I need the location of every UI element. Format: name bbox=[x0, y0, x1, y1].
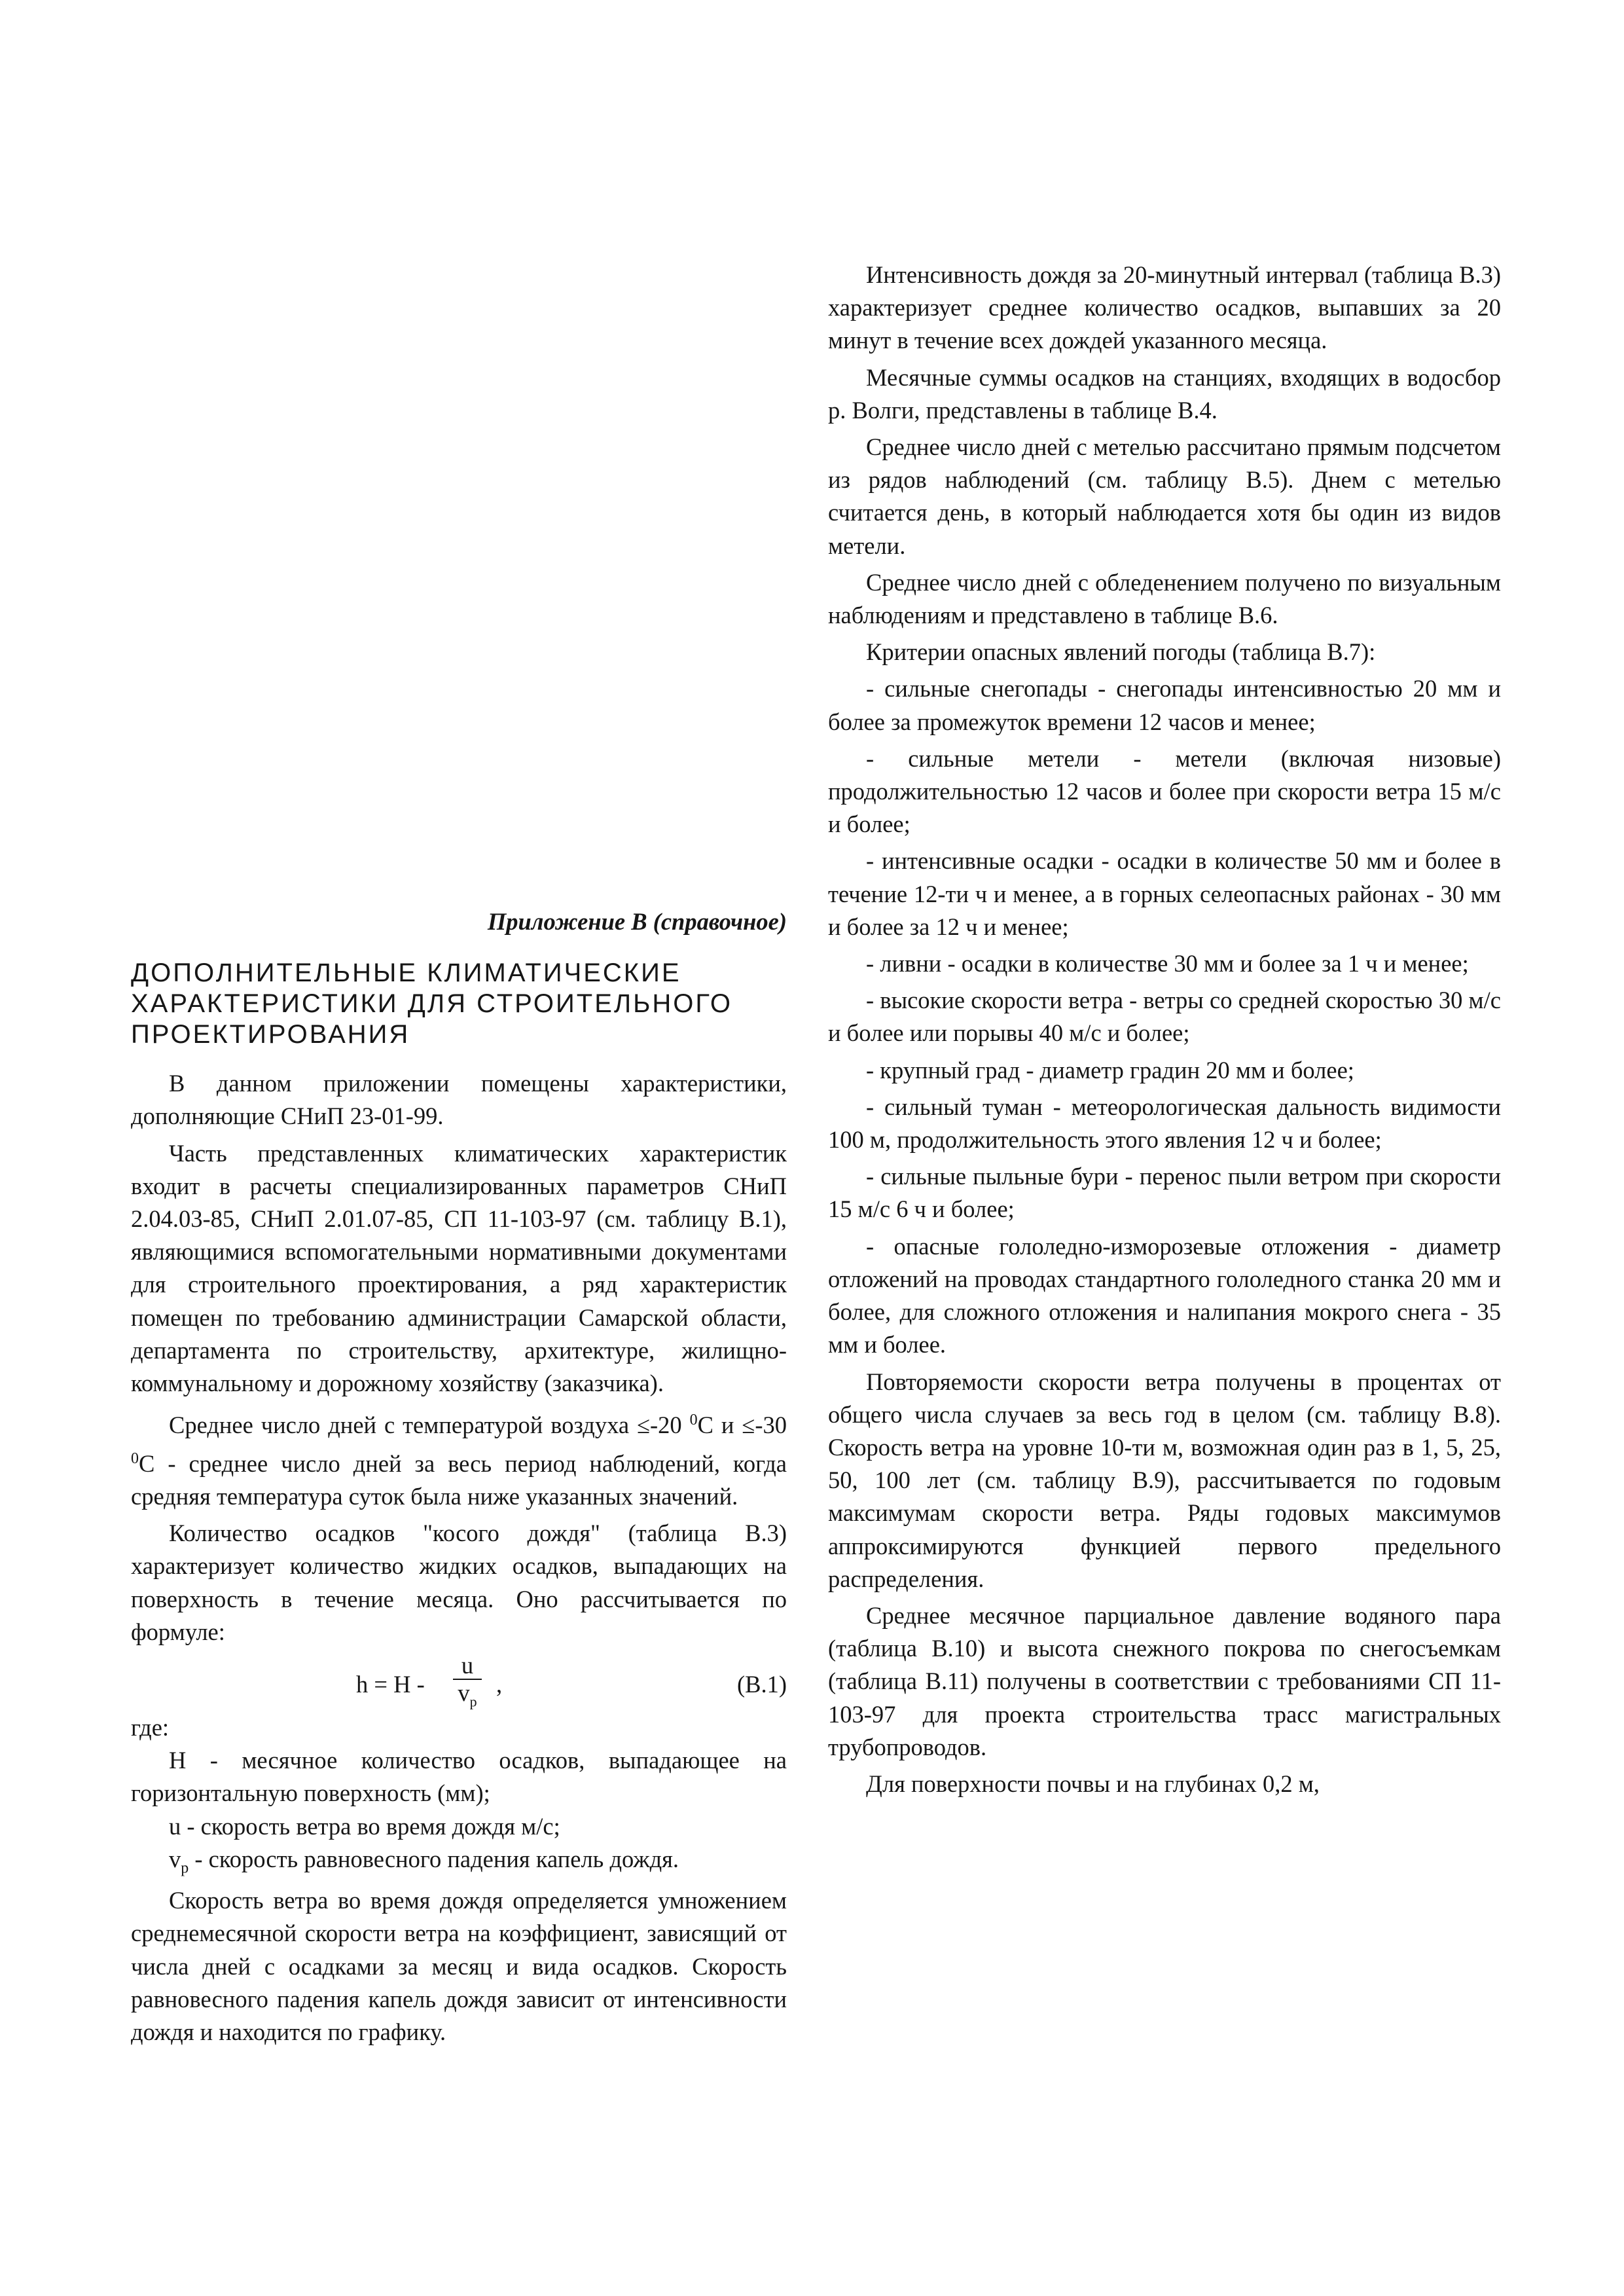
definition-v bbox=[131, 1843, 787, 1885]
paragraph: Месячные суммы осадков на станциях, входящих в водосбор р. Волги, представлены в таблице В.4. bbox=[828, 363, 1501, 424]
formula-comma: , bbox=[496, 1670, 503, 1698]
formula-denominator bbox=[453, 1680, 482, 1715]
list-item: - сильный туман - метеорологическая дальность видимости 100 м, продолжительность этого явления 12 ч и более; bbox=[828, 1093, 1501, 1154]
formula-number: (В.1) bbox=[736, 1670, 787, 1698]
paragraph: Повторяемости скорости ветра получены в процентах от общего числа случаев за весь год в целом (см. таблицу В.8). Скорость ветра на уровне 10-ти м, возможная один раз в 1, 5, 25, 50, 100 лет (см. таблицу В.9), рассчитывается по годовым максимумам скорости ветра. Ряды годовых максимумов аппроксимируются функцией первого предельного распределения. bbox=[828, 1368, 1501, 1592]
paragraph: Интенсивность дождя за 20-минутный интервал (таблица В.3) характеризует среднее количество осадков, выпавших за 20 минут в течение всех дождей указанного месяца. bbox=[828, 261, 1501, 354]
paragraph bbox=[131, 1404, 787, 1513]
paragraph: Среднее число дней с обледенением получено по визуальным наблюдениям и представлено в таблице В.6. bbox=[828, 568, 1501, 629]
criteria-list bbox=[828, 672, 1501, 1361]
degree-mark: 0 bbox=[689, 1412, 698, 1429]
list-item: - высокие скорости ветра - ветры со средней скоростью 30 м/с и более или порывы 40 м/с и более; bbox=[828, 987, 1501, 1047]
paragraph: Среднее число дней с метелью рассчитано прямым подсчетом из рядов наблюдений (см. таблицу В.5). Днем с метелью считается день, в который наблюдается хотя бы один из видов метели. bbox=[828, 433, 1501, 559]
paragraph: Скорость ветра во время дождя определяется умножением среднемесячной скорости ветра на коэффициент, зависящий от числа дней с осадками за месяц и вида осадков. Скорость равновесного падения капель дождя зависит от интенсивности дождя и находится по графику. bbox=[131, 1887, 787, 2046]
where-label: где: bbox=[131, 1713, 170, 1741]
paragraph: Критерии опасных явлений погоды (таблица В.7): bbox=[866, 638, 1376, 666]
formula-denominator-sub: p bbox=[469, 1693, 477, 1710]
list-item: - сильные пыльные бури - перенос пыли ветром при скорости 15 м/с 6 ч и более; bbox=[828, 1163, 1501, 1223]
text-run: Среднее число дней с температурой воздуха ≤-20 bbox=[169, 1412, 690, 1439]
formula-fraction bbox=[453, 1652, 482, 1715]
appendix-heading: ДОПОЛНИТЕЛЬНЫЕ КЛИМАТИЧЕСКИЕ ХАРАКТЕРИСТИКИ ДЛЯ СТРОИТЕЛЬНОГО ПРОЕКТИРОВАНИЯ bbox=[131, 958, 732, 1049]
list-item: - сильные снегопады - снегопады интенсивностью 20 мм и более за промежуток времени 12 часов и менее; bbox=[828, 675, 1501, 735]
paragraph: Для поверхности почвы и на глубинах 0,2 м, bbox=[866, 1770, 1320, 1797]
formula-b1 bbox=[131, 1651, 787, 1711]
list-item: - ливни - осадки в количестве 30 мм и более за 1 ч и менее; bbox=[866, 950, 1469, 977]
list-item: - опасные гололедно-изморозевые отложения - диаметр отложений на проводах стандартного гололедного станка 20 мм и более, для сложного отложения и налипания мокрого снега - 35 мм и более. bbox=[828, 1232, 1501, 1358]
formula-numerator: u bbox=[453, 1652, 482, 1680]
list-item: - интенсивные осадки - осадки в количестве 50 мм и более в течение 12-ти ч и менее, а в горных селеопасных районах - 30 мм и более за 12 ч и менее; bbox=[828, 847, 1501, 940]
definition-u: u - скорость ветра во время дождя м/с; bbox=[169, 1812, 560, 1840]
text-run: С и ≤-30 bbox=[697, 1412, 787, 1439]
left-column bbox=[131, 905, 787, 2049]
text-run: С - среднее число дней за весь период наблюдений, когда средняя температура суток была ниже указанных значений. bbox=[131, 1449, 787, 1510]
paragraph: Количество осадков "косого дождя" (таблица В.3) характеризует количество жидких осадков, выпадающих на поверхность в течение месяца. Оно рассчитывается по формуле: bbox=[131, 1520, 787, 1645]
right-column bbox=[828, 259, 1501, 1800]
definition-h: H - месячное количество осадков, выпадающее на горизонтальную поверхность (мм); bbox=[131, 1747, 787, 1807]
paragraph: В данном приложении помещены характеристики, дополняющие СНиП 23-01-99. bbox=[131, 1070, 787, 1130]
list-item: - крупный град - диаметр градин 20 мм и более; bbox=[866, 1056, 1354, 1084]
definition-v-symbol: v bbox=[169, 1845, 181, 1872]
list-item: - сильные метели - метели (включая низовые) продолжительностью 12 часов и более при скорости ветра 15 м/с и более; bbox=[828, 744, 1501, 838]
paragraph: Среднее месячное парциальное давление водяного пара (таблица В.10) и высота снежного покрова по снегосъемкам (таблица В.11) получены в соответствии с требованиями СП 11-103-97 для проекта строительства трасс магистральных трубопроводов. bbox=[828, 1601, 1501, 1760]
formula-denominator-symbol: v bbox=[458, 1679, 470, 1706]
formula-lhs: h = H - bbox=[356, 1670, 425, 1698]
degree-mark: 0 bbox=[131, 1449, 139, 1467]
definition-v-text: - скорость равновесного падения капель дождя. bbox=[189, 1845, 679, 1872]
definition-v-sub: p bbox=[181, 1859, 189, 1877]
paragraph: Часть представленных климатических характеристик входит в расчеты специализированных параметров СНиП 2.04.03-85, СНиП 2.01.07-85, СП 11-103-97 (см. таблицу В.1), являющимися вспомогательными нормативными документами для строительного проектирования, а ряд характеристик помещен по требованию администрации Самарской области, департамента по строительству, архитектуре, жилищно-коммунальному и дорожному хозяйству (заказчика). bbox=[131, 1139, 787, 1397]
appendix-label: Приложение В (справочное) bbox=[487, 908, 787, 935]
